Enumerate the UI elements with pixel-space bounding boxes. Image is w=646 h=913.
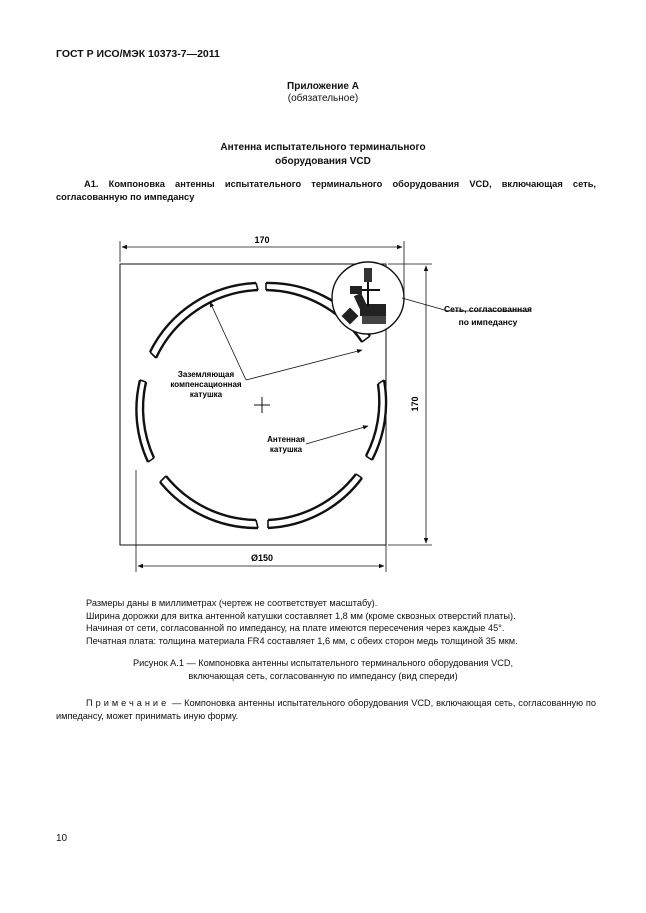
document-header: ГОСТ Р ИСО/МЭК 10373-7—2011 (56, 48, 220, 60)
label-comp-line1: Заземляющая (177, 370, 235, 379)
label-comp-line3: катушка (189, 390, 223, 399)
page-number: 10 (56, 833, 68, 844)
figure-caption (0, 657, 646, 682)
leader-comp-2 (246, 350, 362, 380)
leader-matching (402, 298, 448, 311)
dim-diameter-label: Ø150 (250, 553, 274, 563)
coil-outer-arc-4 (268, 478, 362, 528)
leader-antenna (306, 426, 368, 444)
drawing-notes (86, 597, 518, 647)
note-text: — Компоновка антенны испытательного оборудования VCD, включающая сеть, согласованную по импедансу, может принимать иную форму. (56, 698, 596, 721)
annex-title: Приложение А (287, 81, 359, 92)
caption-line2: включающая сеть, согласованную по импедансу (вид спереди) (188, 670, 458, 681)
footnote (56, 697, 596, 722)
note-line-2: Ширина дорожки для витка антенной катушки составляет 1,8 мм (кроме сквозных отверстий платы). (86, 610, 516, 621)
label-antenna-line2: катушка (269, 445, 303, 454)
coil-outer-arc-6 (136, 380, 148, 462)
label-matching-line2: по импедансу (458, 317, 518, 327)
section-title-line2: оборудования VCD (275, 156, 371, 167)
coil-inner-arc-5 (166, 476, 256, 520)
coil-inner-arc-6 (143, 382, 154, 458)
coil-inner-arc-4 (268, 474, 356, 520)
label-matching-line1: Сеть, согласованная (444, 304, 532, 314)
paragraph-a1: А1. Компоновка антенны испытательного терминального оборудования VCD, включающая сеть, согласованную по импедансу (56, 179, 596, 202)
label-antenna-line1: Антенная (267, 435, 305, 444)
leader-comp-1 (210, 302, 246, 380)
dim-height-label: 170 (410, 396, 420, 412)
coil-inner-arc-1 (156, 290, 258, 358)
note-line-3: Начиная от сети, согласованной по импедансу, на плате имеются пересечения через каждые 45°. (86, 623, 505, 634)
annex-status: (обязательное) (287, 93, 359, 104)
label-comp-line2: компенсационная (170, 380, 242, 389)
note-label: Примечание (86, 698, 170, 708)
caption-line1: Рисунок А.1 — Компоновка антенны испытательного терминального оборудования VCD, (132, 658, 514, 668)
coil-outer-arc-5 (160, 482, 258, 528)
note-line-4: Печатная плата: толщина материала FR4 составляет 1,6 мм, с обеих сторон медь толщиной 35 мкм. (86, 635, 518, 646)
dim-width-label: 170 (254, 235, 270, 245)
coil-inner-arc-3 (366, 384, 379, 456)
note-line-1: Размеры даны в миллиметрах (чертеж не соответствует масштабу). (86, 598, 378, 608)
section-title-line1: Антенна испытательного терминального (220, 142, 426, 153)
